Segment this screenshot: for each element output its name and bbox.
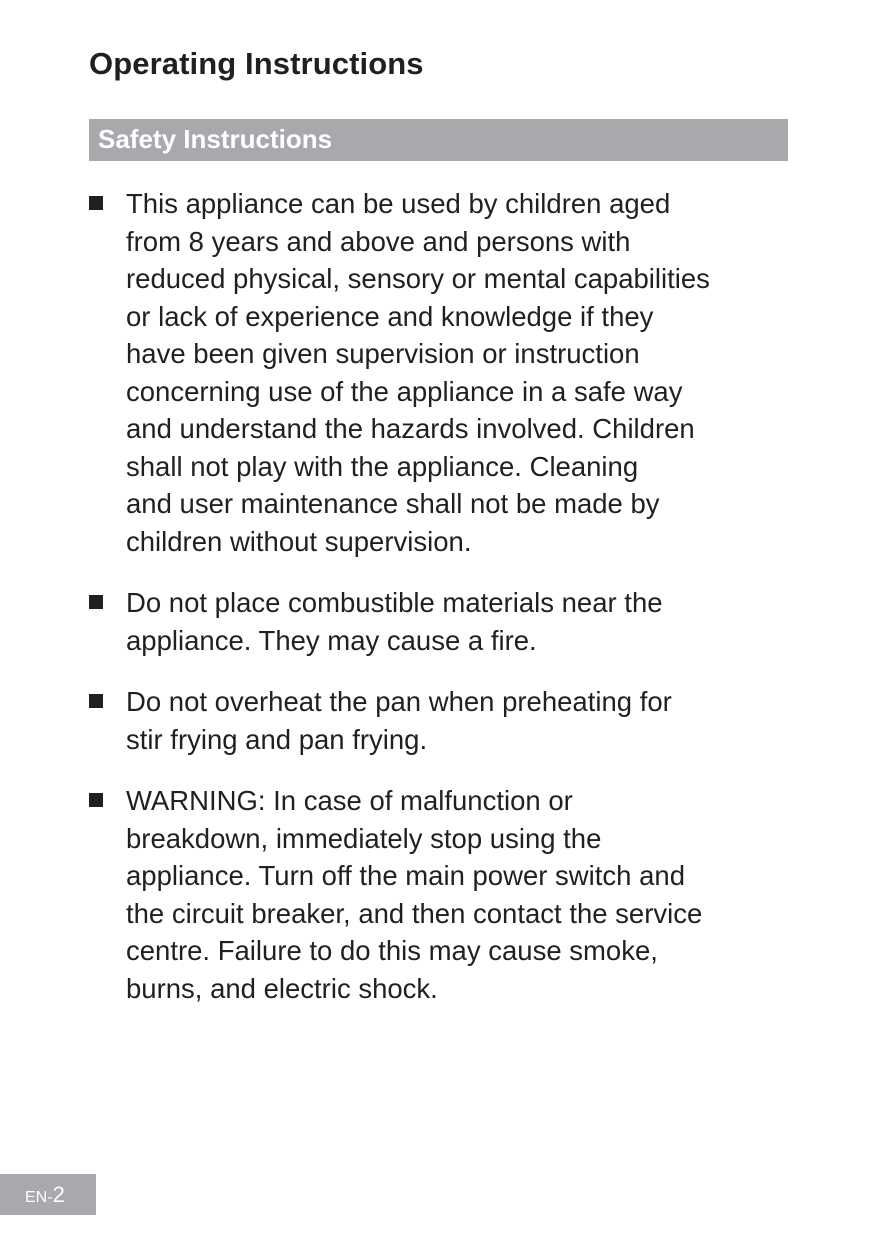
bullet-line: from 8 years and above and persons with — [126, 225, 631, 257]
square-bullet-icon — [89, 694, 103, 708]
bullet-line: children without supervision. — [126, 525, 472, 557]
page-number-box — [0, 1174, 96, 1215]
section-header-bar — [89, 119, 788, 161]
bullet-line: centre. Failure to do this may cause smoke, — [126, 935, 658, 966]
section-title: Safety Instructions — [98, 124, 333, 154]
page-number — [25, 1182, 65, 1211]
bullet-line: stir frying and pan frying. — [126, 723, 428, 755]
bullet-line: burns, and electric shock. — [126, 972, 438, 1004]
bullet-line: shall not play with the appliance. Cleaning — [126, 450, 639, 482]
bullet-line: have been given supervision or instruction — [126, 338, 640, 369]
bullet-line: and understand the hazards involved. Children — [126, 413, 695, 444]
square-bullet-icon — [89, 595, 103, 609]
bullet-line: WARNING: In case of malfunction or — [126, 785, 573, 816]
bullet-line: breakdown, immediately stop using the — [126, 822, 602, 854]
bullet-item-warning — [89, 782, 799, 1007]
page-number-prefix: EN- — [25, 1189, 53, 1206]
bullet-line: Do not overheat the pan when preheating for — [126, 686, 672, 717]
safety-instructions-list — [89, 185, 799, 1031]
bullet-line: concerning use of the appliance in a safe way — [126, 375, 683, 407]
square-bullet-icon — [89, 793, 103, 807]
bullet-line: the circuit breaker, and then contact the service — [126, 897, 703, 929]
bullet-line: Do not place combustible materials near the — [126, 587, 663, 618]
bullet-line: appliance. They may cause a fire. — [126, 624, 537, 656]
bullet-line: and user maintenance shall not be made by — [126, 488, 660, 519]
bullet-item-combustible — [89, 584, 799, 659]
page-title: Operating Instructions — [89, 46, 424, 81]
page-number-value: 2 — [52, 1182, 65, 1207]
bullet-line: or lack of experience and knowledge if they — [126, 300, 654, 332]
bullet-item-children — [89, 185, 799, 560]
bullet-item-overheat — [89, 683, 799, 758]
bullet-line: reduced physical, sensory or mental capabilities — [126, 263, 710, 294]
square-bullet-icon — [89, 196, 103, 210]
bullet-line: This appliance can be used by children aged — [126, 188, 671, 219]
bullet-line: appliance. Turn off the main power switch and — [126, 860, 685, 891]
